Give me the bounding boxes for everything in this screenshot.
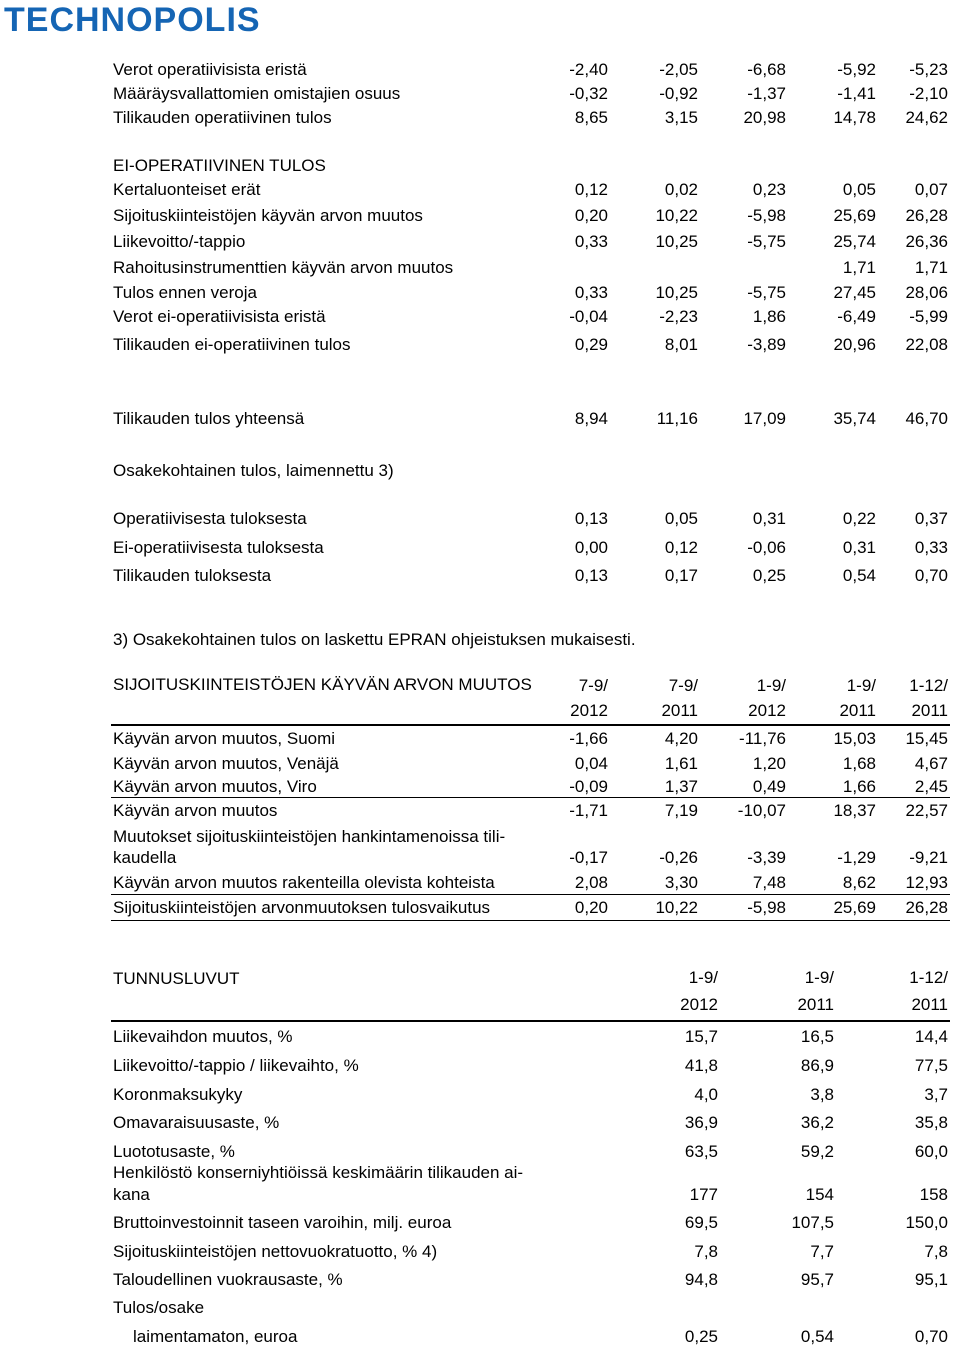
cell-value: 7,8 — [924, 1242, 948, 1261]
cell-value: 10,25 — [655, 232, 698, 251]
row-label: Käyvän arvon muutos, Venäjä — [113, 754, 339, 773]
cell-value: -0,92 — [659, 84, 698, 103]
cell-value: 1,37 — [664, 777, 698, 796]
cell-value: 0,20 — [574, 206, 608, 225]
row-label: Omavaraisuusaste, % — [113, 1113, 280, 1132]
row-label: Verot operatiivisista eristä — [113, 60, 307, 79]
cell-value: 16,5 — [800, 1027, 834, 1046]
cell-value: 0,17 — [664, 566, 698, 585]
cell-value: 0,33 — [574, 232, 608, 251]
cell-value: 107,5 — [791, 1213, 834, 1232]
cell-value: 177 — [689, 1185, 718, 1204]
column-header: 2011 — [839, 701, 876, 720]
cell-value: 10,25 — [655, 283, 698, 302]
table-row — [0, 282, 960, 304]
cell-value: 0,31 — [752, 509, 786, 528]
table-row — [0, 460, 960, 482]
cell-value: 0,70 — [914, 1327, 948, 1346]
column-header: 7-9/ — [668, 676, 698, 695]
table-row — [0, 897, 960, 919]
cell-value: -0,26 — [659, 848, 698, 867]
cell-value: 25,69 — [833, 206, 876, 225]
column-header: 1-9/ — [756, 676, 786, 695]
row-label: Liikevoitto/-tappio / liikevaihto, % — [113, 1056, 359, 1075]
cell-value: -3,89 — [747, 335, 786, 354]
row-label: kaudella — [113, 848, 177, 867]
cell-value: -10,07 — [737, 801, 786, 820]
cell-value: 24,62 — [905, 108, 948, 127]
row-label: Käyvän arvon muutos rakenteilla olevista kohteista — [113, 873, 495, 892]
cell-value: 41,8 — [684, 1056, 718, 1075]
cell-value: 25,69 — [833, 898, 876, 917]
cell-value: 0,12 — [574, 180, 608, 199]
row-label: Liikevaihdon muutos, % — [113, 1027, 293, 1046]
cell-value: 0,22 — [842, 509, 876, 528]
cell-value: 11,16 — [656, 409, 698, 428]
table-rule — [111, 1020, 950, 1022]
table-row — [0, 847, 960, 869]
row-label: Käyvän arvon muutos, Viro — [113, 777, 317, 796]
table-row — [0, 155, 960, 177]
cell-value: 8,65 — [574, 108, 608, 127]
cell-value: 0,13 — [574, 509, 608, 528]
table-rule — [111, 920, 950, 921]
cell-value: 1,68 — [842, 754, 876, 773]
table-row — [0, 205, 960, 227]
cell-value: -5,75 — [747, 232, 786, 251]
column-header: 2011 — [661, 701, 698, 720]
row-label: Tulos ennen veroja — [113, 283, 257, 302]
cell-value: 27,45 — [833, 283, 876, 302]
table-row — [0, 334, 960, 356]
table-row — [0, 728, 960, 750]
cell-value: 86,9 — [800, 1056, 834, 1075]
cell-value: 95,1 — [914, 1270, 948, 1289]
cell-value: -2,10 — [909, 84, 948, 103]
cell-value: 0,05 — [842, 180, 876, 199]
cell-value: 0,07 — [914, 180, 948, 199]
cell-value: 0,13 — [574, 566, 608, 585]
cell-value: 1,66 — [842, 777, 876, 796]
cell-value: 95,7 — [800, 1270, 834, 1289]
cell-value: 0,33 — [914, 538, 948, 557]
table-rule — [111, 894, 950, 895]
cell-value: -1,29 — [837, 848, 876, 867]
cell-value: -0,17 — [569, 848, 608, 867]
row-label: Määräysvallattomien omistajien osuus — [113, 84, 401, 103]
row-label: Käyvän arvon muutos — [113, 801, 278, 820]
cell-value: -6,68 — [747, 60, 786, 79]
cell-value: 20,98 — [743, 108, 786, 127]
table-row — [0, 753, 960, 775]
row-label: Koronmaksukyky — [113, 1085, 243, 1104]
section-title: SIJOITUSKIINTEISTÖJEN KÄYVÄN ARVON MUUTOS — [113, 675, 532, 694]
cell-value: -1,71 — [569, 801, 608, 820]
table-row — [0, 408, 960, 430]
row-label: Verot ei-operatiivisista eristä — [113, 307, 326, 326]
table-row — [0, 872, 960, 894]
column-header: 1-12/ — [909, 676, 948, 695]
table-row — [0, 537, 960, 559]
cell-value: -5,75 — [747, 283, 786, 302]
row-label: Luototusaste, % — [113, 1142, 235, 1161]
cell-value: 10,22 — [655, 898, 698, 917]
cell-value: 158 — [919, 1185, 948, 1204]
cell-value: 25,74 — [833, 232, 876, 251]
table-row — [0, 1112, 960, 1134]
cell-value: 0,12 — [664, 538, 698, 557]
cell-value: 8,01 — [664, 335, 698, 354]
cell-value: -0,09 — [569, 777, 608, 796]
cell-value: 0,02 — [664, 180, 698, 199]
column-header: 2012 — [570, 701, 608, 720]
row-label: Sijoituskiinteistöjen arvonmuutoksen tulosvaikutus — [113, 898, 491, 917]
cell-value: 7,19 — [664, 801, 698, 820]
table-row — [0, 1026, 960, 1048]
cell-value: 0,05 — [664, 509, 698, 528]
cell-value: -0,32 — [569, 84, 608, 103]
table-row — [0, 257, 960, 279]
row-label: Taloudellinen vuokrausaste, % — [113, 1270, 343, 1289]
row-label: Tilikauden tuloksesta — [113, 566, 272, 585]
cell-value: 7,8 — [694, 1242, 718, 1261]
cell-value: 35,74 — [833, 409, 876, 428]
cell-value: -5,92 — [837, 60, 876, 79]
column-header: 1-9/ — [846, 676, 876, 695]
row-label: Ei-operatiivisesta tuloksesta — [113, 538, 324, 557]
cell-value: 3,8 — [810, 1085, 834, 1104]
column-header: 2012 — [680, 995, 718, 1014]
row-label: Tilikauden tulos yhteensä — [113, 409, 305, 428]
cell-value: 46,70 — [905, 409, 948, 428]
company-logo: TECHNOPOLIS — [4, 1, 261, 39]
cell-value: -0,04 — [569, 307, 608, 326]
cell-value: 154 — [805, 1185, 834, 1204]
table-rule — [111, 797, 950, 798]
row-label: Sijoituskiinteistöjen käyvän arvon muutos — [113, 206, 423, 225]
table-rule — [111, 724, 950, 726]
cell-value: 12,93 — [905, 873, 948, 892]
table-row — [0, 179, 960, 201]
cell-value: 14,4 — [914, 1027, 948, 1046]
table-row — [0, 1184, 960, 1206]
cell-value: 1,71 — [914, 258, 948, 277]
row-label: Tilikauden operatiivinen tulos — [113, 108, 332, 127]
cell-value: -5,98 — [747, 206, 786, 225]
cell-value: 17,09 — [743, 409, 786, 428]
cell-value: 94,8 — [684, 1270, 718, 1289]
cell-value: 3,15 — [664, 108, 698, 127]
table-row — [0, 1269, 960, 1291]
cell-value: 1,61 — [664, 754, 698, 773]
table-row — [0, 800, 960, 822]
table-row — [0, 1084, 960, 1106]
table-row — [0, 1055, 960, 1077]
cell-value: 0,23 — [752, 180, 786, 199]
cell-value: -1,41 — [837, 84, 876, 103]
cell-value: 77,5 — [914, 1056, 948, 1075]
row-label: Tulos/osake — [113, 1298, 205, 1317]
column-header: 1-12/ — [909, 968, 948, 987]
column-header: 2011 — [911, 701, 948, 720]
cell-value: 2,45 — [914, 777, 948, 796]
row-label: Kertaluonteiset erät — [113, 180, 261, 199]
cell-value: 4,67 — [914, 754, 948, 773]
table-row — [0, 59, 960, 81]
column-header: 2011 — [797, 995, 834, 1014]
row-label: Operatiivisesta tuloksesta — [113, 509, 307, 528]
cell-value: 26,28 — [905, 206, 948, 225]
cell-value: 15,7 — [684, 1027, 718, 1046]
cell-value: 10,22 — [655, 206, 698, 225]
cell-value: -0,06 — [747, 538, 786, 557]
row-label: Käyvän arvon muutos, Suomi — [113, 729, 336, 748]
cell-value: 2,08 — [574, 873, 608, 892]
cell-value: 28,06 — [905, 283, 948, 302]
row-label: EI-OPERATIIVINEN TULOS — [113, 156, 326, 175]
cell-value: 15,03 — [833, 729, 876, 748]
cell-value: 14,78 — [833, 108, 876, 127]
column-header: 2011 — [911, 995, 948, 1014]
row-label: kana — [113, 1185, 150, 1204]
cell-value: 0,25 — [684, 1327, 718, 1346]
cell-value: -6,49 — [837, 307, 876, 326]
cell-value: -11,76 — [739, 729, 786, 748]
cell-value: 150,0 — [905, 1213, 948, 1232]
cell-value: 8,62 — [842, 873, 876, 892]
cell-value: 26,28 — [905, 898, 948, 917]
cell-value: 0,00 — [574, 538, 608, 557]
cell-value: 0,54 — [842, 566, 876, 585]
row-label: Osakekohtainen tulos, laimennettu 3) — [113, 461, 394, 480]
table-row — [0, 776, 960, 798]
cell-value: -1,66 — [569, 729, 608, 748]
row-label: Tilikauden ei-operatiivinen tulos — [113, 335, 351, 354]
cell-value: 0,70 — [914, 566, 948, 585]
table-row — [0, 826, 960, 848]
footnote: 3) Osakekohtainen tulos on laskettu EPRAN ohjeistuksen mukaisesti. — [113, 630, 636, 649]
cell-value: -2,05 — [659, 60, 698, 79]
section-title: TUNNUSLUVUT — [113, 969, 240, 988]
cell-value: 1,71 — [842, 258, 876, 277]
row-label: Rahoitusinstrumenttien käyvän arvon muutos — [113, 258, 454, 277]
row-label: Sijoituskiinteistöjen nettovuokratuotto, % 4) — [113, 1242, 438, 1261]
cell-value: 36,2 — [800, 1113, 834, 1132]
row-label: Bruttoinvestoinnit taseen varoihin, milj. euroa — [113, 1213, 452, 1232]
cell-value: 0,29 — [574, 335, 608, 354]
cell-value: -5,98 — [747, 898, 786, 917]
cell-value: 0,20 — [574, 898, 608, 917]
cell-value: 4,20 — [664, 729, 698, 748]
cell-value: 18,37 — [833, 801, 876, 820]
cell-value: 59,2 — [800, 1142, 834, 1161]
column-header: 2012 — [748, 701, 786, 720]
cell-value: 36,9 — [684, 1113, 718, 1132]
cell-value: 7,48 — [752, 873, 786, 892]
cell-value: 1,20 — [752, 754, 786, 773]
table-row — [0, 565, 960, 587]
cell-value: 0,37 — [914, 509, 948, 528]
cell-value: 22,57 — [905, 801, 948, 820]
cell-value: -2,40 — [569, 60, 608, 79]
row-label: Liikevoitto/-tappio — [113, 232, 246, 251]
cell-value: 3,30 — [664, 873, 698, 892]
cell-value: 26,36 — [905, 232, 948, 251]
row-label: Muutokset sijoituskiinteistöjen hankintamenoissa tili- — [113, 827, 506, 846]
cell-value: 4,0 — [694, 1085, 718, 1104]
column-header: 1-9/ — [804, 968, 834, 987]
cell-value: 22,08 — [905, 335, 948, 354]
cell-value: 1,86 — [752, 307, 786, 326]
cell-value: -9,21 — [909, 848, 948, 867]
column-header: 1-9/ — [688, 968, 718, 987]
cell-value: 0,31 — [842, 538, 876, 557]
table-row — [0, 107, 960, 129]
cell-value: 0,25 — [752, 566, 786, 585]
cell-value: 20,96 — [833, 335, 876, 354]
cell-value: -5,99 — [909, 307, 948, 326]
table-row — [0, 231, 960, 253]
column-header: 7-9/ — [578, 676, 608, 695]
cell-value: 3,7 — [924, 1085, 948, 1104]
table-row — [0, 508, 960, 530]
cell-value: -1,37 — [747, 84, 786, 103]
row-label: Henkilöstö konserniyhtiöissä keskimäärin tilikauden ai- — [113, 1163, 524, 1182]
table-row — [0, 1162, 960, 1184]
cell-value: 8,94 — [574, 409, 608, 428]
table-row — [0, 1326, 960, 1348]
cell-value: -5,23 — [909, 60, 948, 79]
cell-value: 63,5 — [684, 1142, 718, 1161]
cell-value: 0,33 — [574, 283, 608, 302]
table-row — [0, 1212, 960, 1234]
cell-value: 60,0 — [914, 1142, 948, 1161]
table-row — [0, 1241, 960, 1263]
cell-value: -2,23 — [659, 307, 698, 326]
table-row — [0, 1297, 960, 1319]
cell-value: 7,7 — [810, 1242, 834, 1261]
cell-value: 0,04 — [574, 754, 608, 773]
table-row — [0, 1141, 960, 1163]
cell-value: 15,45 — [905, 729, 948, 748]
cell-value: 69,5 — [684, 1213, 718, 1232]
table-row — [0, 306, 960, 328]
cell-value: 0,54 — [800, 1327, 834, 1346]
table-row — [0, 83, 960, 105]
cell-value: 0,49 — [752, 777, 786, 796]
cell-value: -3,39 — [747, 848, 786, 867]
row-label: laimentamaton, euroa — [133, 1327, 298, 1346]
cell-value: 35,8 — [914, 1113, 948, 1132]
